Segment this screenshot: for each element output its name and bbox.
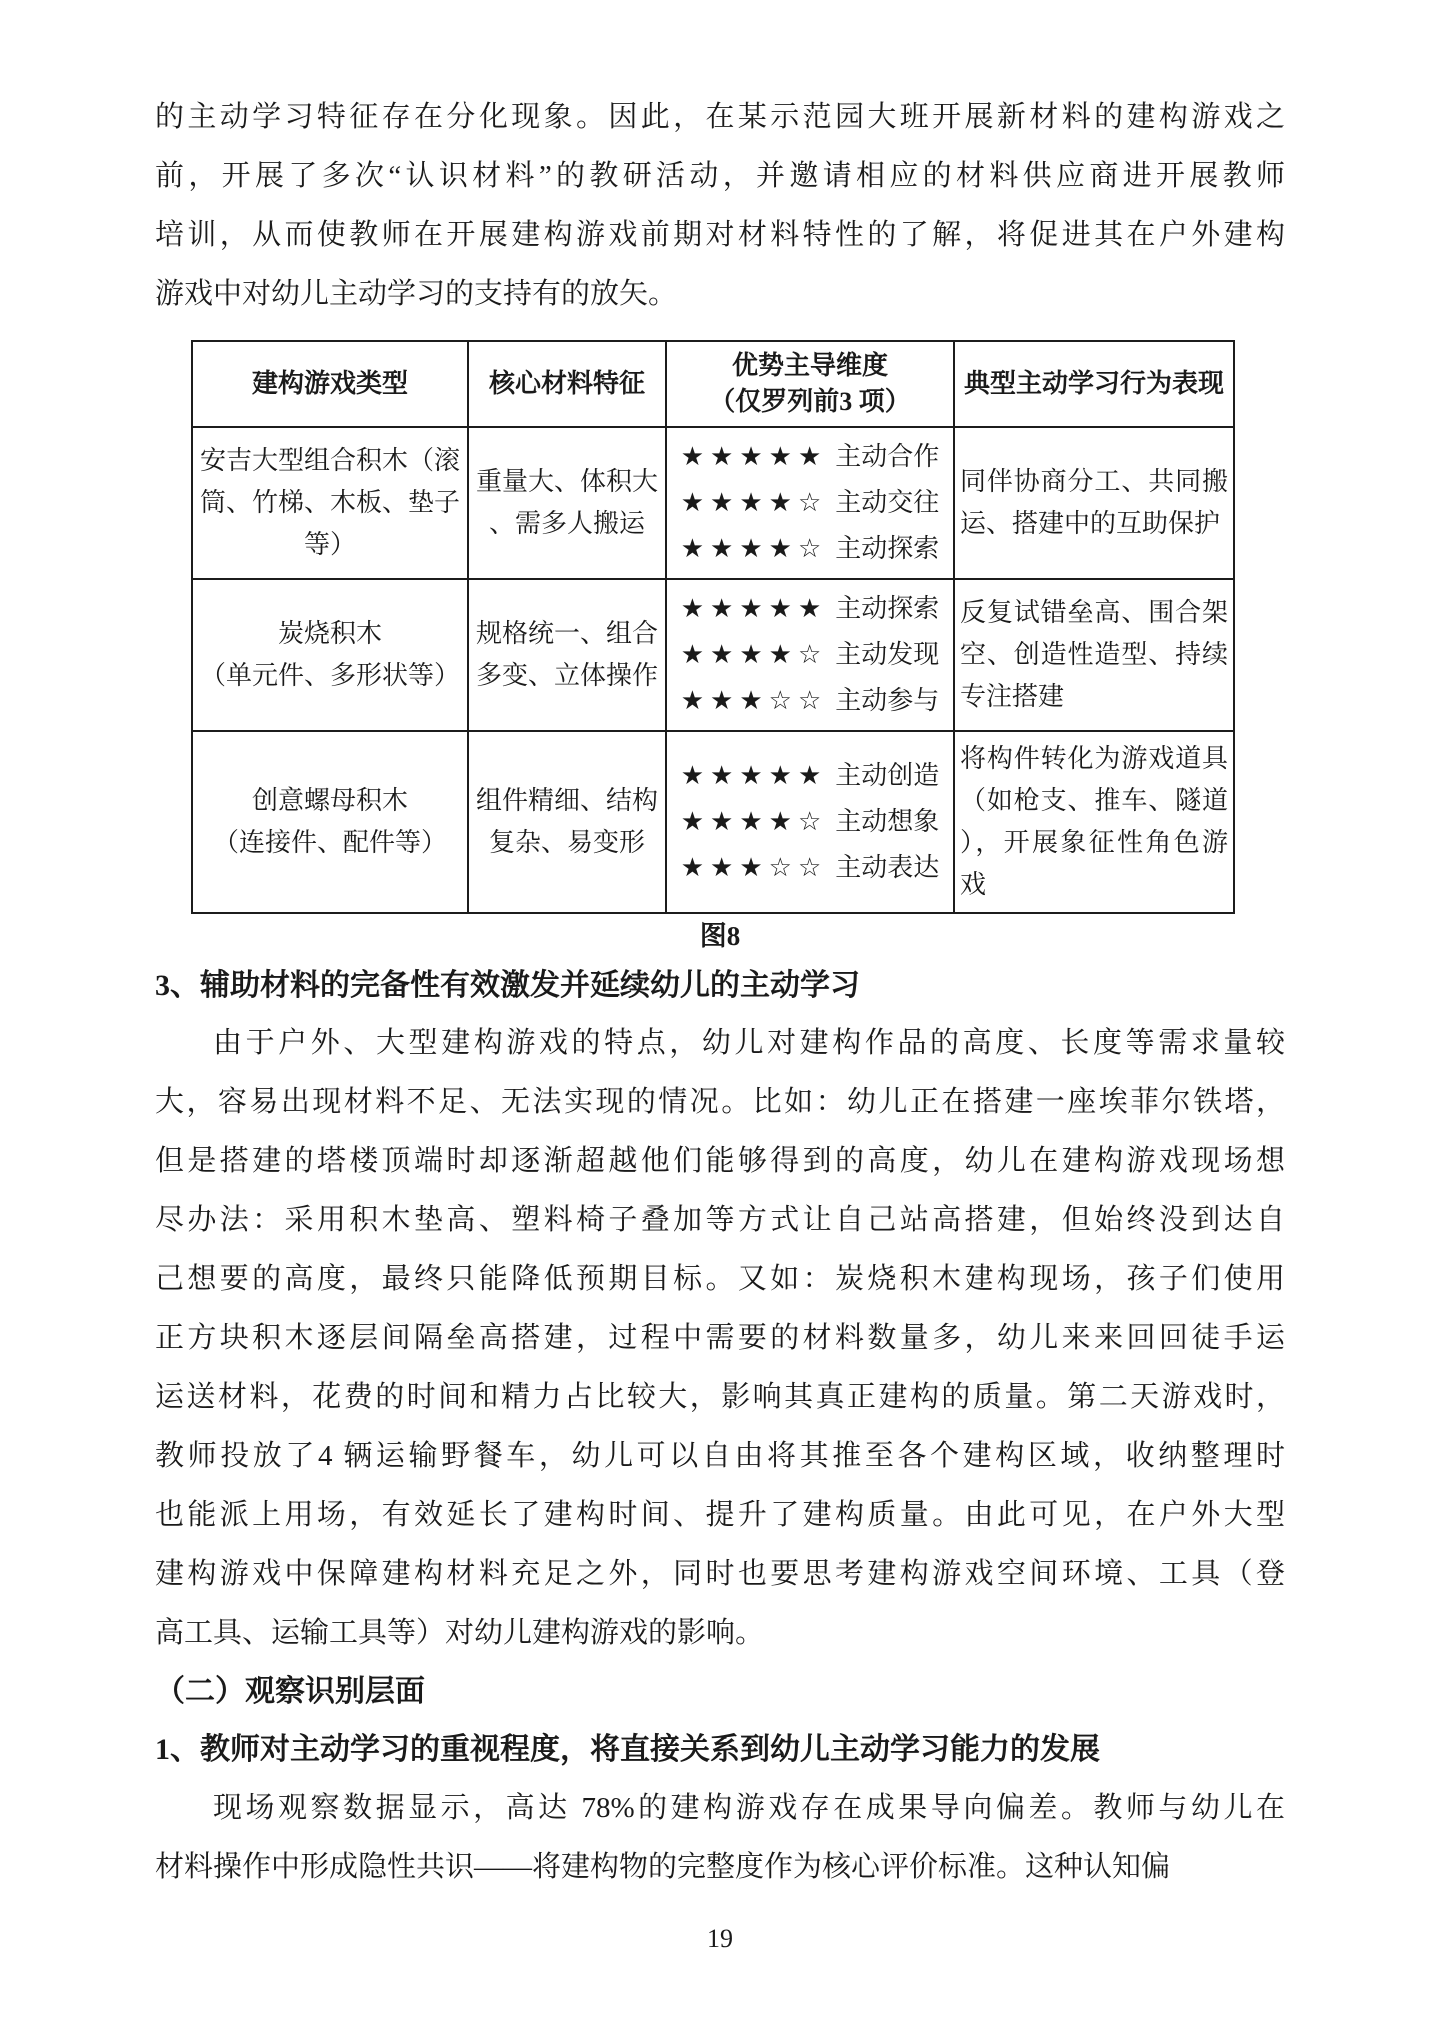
star-rating: ★★★★★ (680, 442, 828, 471)
dimension-entry (672, 799, 948, 845)
cell-dimensions (666, 731, 954, 913)
star-rating: ★★★★★ (680, 761, 828, 790)
section-heading-3: 3、辅助材料的完备性有效激发并延续幼儿的主动学习 (155, 969, 860, 1002)
star-rating: ★★★★☆ (680, 534, 828, 563)
cell-material-feature: 重量大、体积大、需多人搬运 (468, 427, 666, 579)
dimension-entry (672, 845, 948, 891)
text-line: 的主动学习特征存在分化现象。因此，在某示范园大班开展新材料的建构游戏之 (155, 101, 1285, 133)
star-rating: ★★★★☆ (680, 807, 828, 836)
dimension-label: 主动参与 (835, 686, 940, 715)
cell-game-type (192, 579, 468, 731)
header-dominant-dimension (666, 341, 954, 427)
page-content (155, 88, 1285, 1897)
figure-caption: 图8 (699, 921, 741, 951)
cell-line: （连接件、配件等） (212, 828, 447, 857)
text-line: 材料操作中形成隐性共识——将建构物的完整度作为核心评价标准。这种认知偏 (155, 1851, 1171, 1883)
cell-line: 炭烧积木 (277, 619, 382, 648)
table-row (192, 731, 1234, 913)
dimension-label: 主动探索 (835, 594, 940, 623)
cell-dimensions (666, 579, 954, 731)
dimension-label: 主动想象 (835, 807, 940, 836)
text-line: 大，容易出现材料不足、无法实现的情况。比如：幼儿正在搭建一座埃菲尔铁塔， (155, 1086, 1285, 1118)
cell-game-type (192, 731, 468, 913)
section-heading-1: 1、教师对主动学习的重视程度，将直接关系到幼儿主动学习能力的发展 (155, 1733, 1100, 1766)
text-line: 高工具、运输工具等）对幼儿建构游戏的影响。 (155, 1617, 765, 1649)
body-paragraph (155, 1014, 1285, 1663)
text-line: 教师投放了4 辆运输野餐车，幼儿可以自由将其推至各个建构区域，收纳整理时 (155, 1440, 1285, 1472)
cell-line: 安吉大型组合积木（滚筒、竹梯、木板、垫子等） (199, 446, 460, 559)
text-line: 游戏中对幼儿主动学习的支持有的放矢。 (155, 278, 678, 310)
text-line: 现场观察数据显示，高达 78%的建构游戏存在成果导向偏差。教师与幼儿在 (213, 1792, 1285, 1824)
star-rating: ★★★★☆ (680, 640, 828, 669)
body-paragraph (155, 1779, 1285, 1897)
text-line: 培训，从而使教师在开展建构游戏前期对材料特性的了解，将促进其在户外建构 (155, 219, 1285, 251)
dimension-label: 主动创造 (835, 761, 940, 790)
dimension-label: 主动表达 (835, 853, 940, 882)
text-line: 也能派上用场，有效延长了建构时间、提升了建构质量。由此可见，在户外大型 (155, 1499, 1285, 1531)
cell-dimensions (666, 427, 954, 579)
text-line: 运送材料，花费的时间和精力占比较大，影响其真正建构的质量。第二天游戏时， (155, 1381, 1285, 1413)
dimension-entry (672, 480, 948, 526)
header-dimension-line2: （仅罗列前3 项） (709, 387, 911, 416)
cell-material-feature: 组件精细、结构复杂、易变形 (468, 731, 666, 913)
star-rating: ★★★★★ (680, 594, 828, 623)
dimension-entry (672, 632, 948, 678)
star-rating: ★★★★☆ (680, 488, 828, 517)
dimension-label: 主动合作 (835, 442, 940, 471)
cell-line: 创意螺母积木 (251, 786, 408, 815)
dimension-entry (672, 434, 948, 480)
cell-typical-behavior: 将构件转化为游戏道具（如枪支、推车、隧道），开展象征性角色游戏 (954, 731, 1234, 913)
text-line: 尽办法：采用积木垫高、塑料椅子叠加等方式让自己站高搭建，但始终没到达自 (155, 1204, 1285, 1236)
cell-typical-behavior: 反复试错垒高、围合架空、创造性造型、持续专注搭建 (954, 579, 1234, 731)
materials-table (191, 340, 1235, 914)
header-typical-behavior: 典型主动学习行为表现 (954, 341, 1234, 427)
dimension-label: 主动交往 (835, 488, 940, 517)
text-line: 己想要的高度，最终只能降低预期目标。又如：炭烧积木建构现场，孩子们使用 (155, 1263, 1285, 1295)
cell-line: （单元件、多形状等） (199, 661, 460, 690)
star-rating: ★★★☆☆ (680, 686, 828, 715)
text-line: 建构游戏中保障建构材料充足之外，同时也要思考建构游戏空间环境、工具（登 (155, 1558, 1285, 1590)
dimension-entry (672, 753, 948, 799)
dimension-label: 主动发现 (835, 640, 940, 669)
table-row (192, 579, 1234, 731)
dimension-entry (672, 526, 948, 572)
cell-game-type (192, 427, 468, 579)
table-header-row (192, 341, 1234, 427)
page-number: 19 (707, 1924, 733, 1953)
text-line: 但是搭建的塔楼顶端时却逐渐超越他们能够得到的高度，幼儿在建构游戏现场想 (155, 1145, 1285, 1177)
dimension-entry (672, 678, 948, 724)
intro-paragraph (155, 88, 1285, 324)
table-row (192, 427, 1234, 579)
section-heading-level2: （二）观察识别层面 (155, 1675, 425, 1708)
header-game-type: 建构游戏类型 (192, 341, 468, 427)
text-line: 由于户外、大型建构游戏的特点，幼儿对建构作品的高度、长度等需求量较 (213, 1027, 1285, 1059)
text-line: 正方块积木逐层间隔垒高搭建，过程中需要的材料数量多，幼儿来来回回徒手运 (155, 1322, 1285, 1354)
cell-material-feature: 规格统一、组合多变、立体操作 (468, 579, 666, 731)
text-line: 前，开展了多次“认识材料”的教研活动，并邀请相应的材料供应商进开展教师 (155, 160, 1285, 192)
header-material-feature: 核心材料特征 (468, 341, 666, 427)
header-dimension-line1: 优势主导维度 (731, 351, 888, 380)
star-rating: ★★★☆☆ (680, 853, 828, 882)
dimension-entry (672, 586, 948, 632)
cell-typical-behavior: 同伴协商分工、共同搬运、搭建中的互助保护 (954, 427, 1234, 579)
dimension-label: 主动探索 (835, 534, 940, 563)
